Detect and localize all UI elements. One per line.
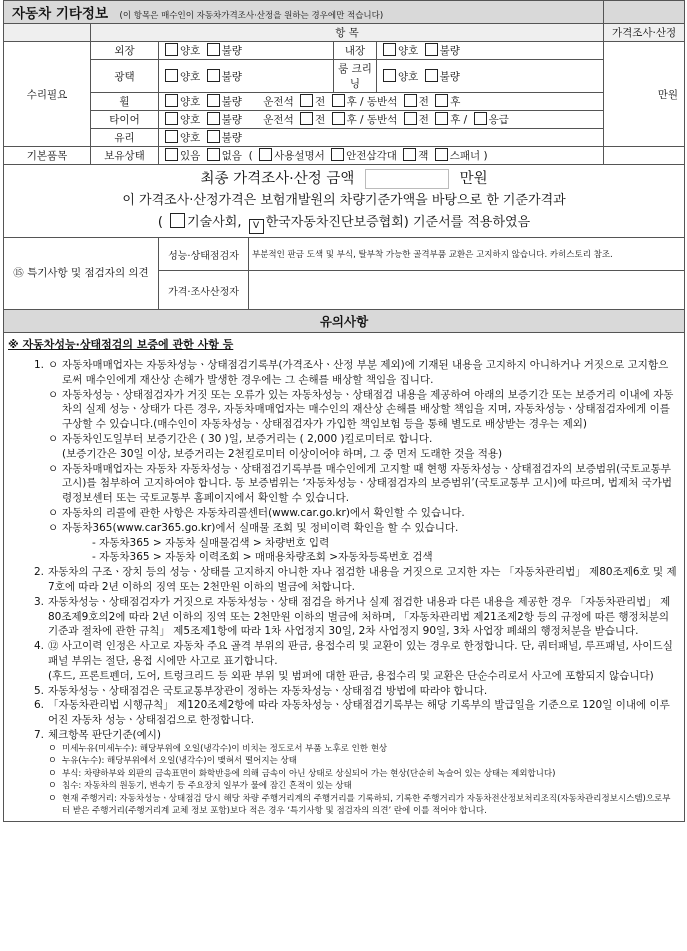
basic-none-checkbox[interactable] bbox=[207, 148, 220, 161]
notice-item-3 bbox=[34, 595, 678, 639]
bullet-icon: ㅇ bbox=[48, 768, 57, 779]
tire-passenger-front-checkbox[interactable] bbox=[404, 112, 417, 125]
room-cleaning-bad-label: 불량 bbox=[439, 70, 460, 83]
notice-item-1 bbox=[34, 358, 678, 565]
final-price-label: 최종 가격조사·산정 금액 bbox=[200, 171, 355, 187]
exterior-good-label: 양호 bbox=[180, 45, 201, 57]
exterior-good-checkbox[interactable] bbox=[165, 43, 178, 56]
car365-path-2: - 자동차365 > 자동차 이력조회 > 매매용차량조회 >자동차등록번호 검색 bbox=[92, 551, 433, 564]
final-price-input[interactable] bbox=[365, 169, 449, 189]
triangle-label: 안전삼각대 bbox=[346, 150, 397, 162]
section-title: 자동차 기타정보 bbox=[12, 6, 108, 22]
notice-item-1-num: 1. bbox=[34, 359, 45, 371]
glass-good-checkbox[interactable] bbox=[165, 130, 178, 143]
tire-driver-label: 운전석 bbox=[263, 114, 294, 126]
final-price-line1: 이 가격조사·산정가격은 보험개발원의 차량기준가액을 바탕으로 한 기준가격과 bbox=[122, 193, 566, 208]
wheel-driver-rear-checkbox[interactable] bbox=[332, 94, 345, 107]
inspector-opinion[interactable]: 부분적인 판금 도색 및 부식, 탈부착 가능한 골격부품 교환은 고지하지 않습니다. 카히스토리 참조. bbox=[249, 238, 685, 271]
polish-label: 광택 bbox=[91, 60, 159, 93]
wheel-driver-front-label: 전 bbox=[315, 96, 326, 108]
bullet-icon: ㅇ bbox=[48, 462, 59, 475]
vehicle-other-info-page bbox=[3, 0, 684, 822]
notice-item-3-num: 3. bbox=[34, 595, 45, 608]
wheel-bad-label: 불량 bbox=[221, 96, 242, 108]
notice-item-6-num: 6. bbox=[34, 699, 45, 712]
appraiser-label: 가격·조사산정자 bbox=[159, 271, 249, 310]
basic-paren-open: ( bbox=[248, 150, 253, 162]
wheel-driver-label: 운전석 bbox=[263, 96, 294, 108]
engineer-society-label: 기술사회, bbox=[187, 215, 242, 230]
final-price-unit: 만원 bbox=[459, 171, 488, 187]
room-cleaning-label: 룸 크리닝 bbox=[334, 60, 377, 93]
glass-bad-label: 불량 bbox=[221, 132, 242, 144]
tire-good-label: 양호 bbox=[180, 114, 201, 126]
tire-passenger-front-label: 전 bbox=[418, 114, 429, 126]
manual-checkbox[interactable] bbox=[259, 148, 272, 161]
wheel-passenger-rear-checkbox[interactable] bbox=[435, 94, 448, 107]
interior-label: 내장 bbox=[334, 42, 377, 60]
wheel-bad-checkbox[interactable] bbox=[207, 94, 220, 107]
exterior-label: 외장 bbox=[91, 42, 159, 60]
jack-checkbox[interactable] bbox=[403, 148, 416, 161]
bullet-icon: ㅇ bbox=[48, 756, 57, 767]
criteria-4: 침수: 자동차의 원동기, 변속기 등 주요장치 일부가 물에 잠긴 흔적이 있는 상태 bbox=[62, 781, 352, 792]
wheel-good-label: 양호 bbox=[180, 96, 201, 108]
exterior-bad-label: 불량 bbox=[221, 45, 242, 57]
wheel-driver-front-checkbox[interactable] bbox=[300, 94, 313, 107]
interior-good-label: 양호 bbox=[398, 45, 419, 57]
notice-1-bullet-3-note: (보증기간은 30일 이상, 보증거리는 2천킬로미터 이상이어야 하며, 그 중 먼저 도래한 것을 적용) bbox=[62, 447, 503, 460]
other-info-table bbox=[3, 0, 685, 822]
tire-driver-rear-checkbox[interactable] bbox=[332, 112, 345, 125]
wheel-driver-rear-label: 후 / 동반석 bbox=[346, 96, 398, 108]
tire-driver-front-checkbox[interactable] bbox=[300, 112, 313, 125]
tire-good-checkbox[interactable] bbox=[165, 112, 178, 125]
basic-items-label: 기본품목 bbox=[4, 147, 91, 165]
criteria-3: 부식: 차량하부와 외판의 금속표면이 화학반응에 의해 금속이 아닌 상태로 상실되어 가는 현상(단순히 녹슬어 있는 상태는 제외합니다) bbox=[62, 768, 556, 779]
notice-1-bullet-6: 자동차365(www.car365.go.kr)에서 실매물 조회 및 정비이력 확인을 할 수 있습니다. bbox=[62, 521, 459, 534]
tire-passenger-rear-checkbox[interactable] bbox=[435, 112, 448, 125]
interior-bad-label: 불량 bbox=[439, 45, 460, 57]
tire-bad-label: 불량 bbox=[221, 114, 242, 126]
notice-item-2-text: 자동차의 구조ㆍ장치 등의 성능ㆍ상태를 고지하지 아니한 자나 점검한 내용을 거짓으로 고지한 자는 「자동차관리법」 제80조제6호 및 제7호에 따라 2년 이하의 징역 또는 2천만원 이하의 벌금에 처합니다. bbox=[48, 566, 677, 593]
jack-label: 잭 bbox=[418, 150, 429, 162]
polish-good-checkbox[interactable] bbox=[165, 69, 178, 82]
notice-item-4-num: 4. bbox=[34, 640, 45, 653]
glass-label: 유리 bbox=[91, 129, 159, 147]
engineer-society-checkbox[interactable] bbox=[170, 213, 185, 228]
spanner-label: 스패너 ) bbox=[449, 150, 488, 162]
repair-price-cell[interactable] bbox=[604, 42, 685, 147]
bullet-icon: ㅇ bbox=[48, 506, 59, 519]
car365-path-1: - 자동차365 > 자동차 실매물검색 > 차량번호 입력 bbox=[92, 536, 330, 549]
tire-passenger-rear-label: 후 / bbox=[450, 114, 468, 126]
final-paren-open: ( bbox=[157, 215, 163, 230]
notice-1-bullet-5: 자동차의 리콜에 관한 사항은 자동차리콜센터(www.car.go.kr)에서 확인할 수 있습니다. bbox=[62, 506, 465, 519]
bullet-icon: ㅇ bbox=[48, 781, 57, 792]
notice-section-title: ※ 자동차성능·상태점검의 보증에 관한 사항 등 bbox=[8, 338, 234, 351]
notice-item-7-num: 7. bbox=[34, 728, 45, 741]
notice-item-7 bbox=[34, 728, 678, 818]
notice-item-6-text: 「자동차관리법 시행규칙」 제120조제2항에 따라 자동차성능ㆍ상태점검기록부는 해당 기록부의 발급일을 기준으로 120일 이내에 이루어진 자동차 성능ㆍ상태점검으로 한정합니다. bbox=[48, 699, 670, 727]
basic-none-label: 없음 bbox=[221, 150, 242, 162]
room-cleaning-good-label: 양호 bbox=[398, 70, 419, 83]
tire-label: 타이어 bbox=[91, 111, 159, 129]
bullet-icon: ㅇ bbox=[48, 388, 59, 401]
wheel-passenger-rear-label: 후 bbox=[450, 96, 461, 108]
special-notes-label: ⑮ 특기사항 및 점검자의 의견 bbox=[4, 238, 159, 310]
tire-driver-rear-label: 후 / 동반석 bbox=[346, 114, 398, 126]
notice-item-2 bbox=[34, 565, 678, 595]
criteria-5: 현재 주행거리: 자동차성능ㆍ상태점검 당시 해당 차량 주행거리계의 주행거리를 기록하되, 기록한 주행거리가 자동차전산정보처리조직(자동차관리정보시스템)으로부터 받은 주행거리(주행거리계 교체 정보 포함)보다 적은 경우 ‘특기사항 및 점검자의 의견’ 란에 이를 적어야 합니다. bbox=[62, 793, 671, 817]
notice-item-4 bbox=[34, 639, 678, 683]
tire-emergency-label: 응급 bbox=[488, 114, 509, 126]
criteria-2: 누유(누수): 해당부위에서 오일(냉각수)이 맺혀서 떨어지는 상태 bbox=[62, 756, 297, 767]
room-cleaning-bad-checkbox[interactable] bbox=[425, 69, 438, 82]
notice-1-bullet-3: 자동차인도일부터 보증기간은 ( 30 )일, 보증거리는 ( 2,000 )킬로미터로 합니다. bbox=[62, 432, 433, 445]
basic-has-checkbox[interactable] bbox=[165, 148, 178, 161]
tire-bad-checkbox[interactable] bbox=[207, 112, 220, 125]
glass-bad-checkbox[interactable] bbox=[207, 130, 220, 143]
bullet-icon: ㅇ bbox=[48, 793, 57, 804]
appraiser-opinion[interactable] bbox=[249, 271, 685, 310]
manual-label: 사용설명서 bbox=[274, 150, 325, 162]
notice-1-bullet-1: 자동차매매업자는 자동차성능ㆍ상태점검기록부(가격조사ㆍ산정 부분 제외)에 기재된 내용을 고지하지 아니하거나 거짓으로 고지함으로써 매수인에게 재산상 손해가 발생한 경우에는 그 손해를 배상할 책임을 집니다. bbox=[62, 359, 669, 386]
final-price-block bbox=[4, 165, 685, 238]
wheel-label: 휠 bbox=[91, 93, 159, 111]
bullet-icon: ㅇ bbox=[48, 521, 59, 534]
polish-good-label: 양호 bbox=[180, 70, 201, 83]
bullet-icon: ㅇ bbox=[48, 359, 59, 371]
notice-1-bullet-2: 자동차성능ㆍ상태점검자가 거짓 또는 오류가 있는 자동차성능ㆍ상태점검 내용을 제공하여 아래의 보증기간 또는 보증거리 이내에 자동차의 실제 성능ㆍ상태가 다른 경우, 자동차매매업자는 매수인의 재산상 손해를 배상할 책임을 지며, 자동차성능ㆍ상태점검자에게 이를 구상할 수 있습니다.(매수인이 자동차성능ㆍ상태점검자가 가입한 책임보험 등을 통해 별도로 배상받는 경우는 제외) bbox=[62, 388, 674, 431]
spanner-checkbox[interactable] bbox=[435, 148, 448, 161]
bullet-icon: ㅇ bbox=[48, 432, 59, 445]
room-cleaning-good-checkbox[interactable] bbox=[383, 69, 396, 82]
notice-item-5-num: 5. bbox=[34, 684, 45, 697]
final-price-line2-end: 기준서를 적용하였음 bbox=[412, 215, 531, 230]
section-header bbox=[4, 1, 604, 24]
glass-good-label: 양호 bbox=[180, 132, 201, 144]
item-column-header: 항 목 bbox=[91, 24, 604, 42]
basic-status-label: 보유상태 bbox=[91, 147, 159, 165]
notice-item-5-text: 자동차성능ㆍ상태점검은 국토교통부장관이 정하는 자동차성능ㆍ상태점검 방법에 따라야 합니다. bbox=[48, 684, 488, 697]
interior-good-checkbox[interactable] bbox=[383, 43, 396, 56]
repair-label: 수리필요 bbox=[4, 42, 91, 147]
wheel-passenger-front-label: 전 bbox=[418, 96, 429, 108]
notice-item-5 bbox=[34, 684, 678, 699]
tire-emergency-checkbox[interactable] bbox=[474, 112, 487, 125]
notice-title: 유의사항 bbox=[4, 310, 685, 333]
wheel-good-checkbox[interactable] bbox=[165, 94, 178, 107]
tire-driver-front-label: 전 bbox=[315, 114, 326, 126]
notice-item-4-text: ⑫ 사고이력 인정은 사고로 자동차 주요 골격 부위의 판금, 용접수리 및 교환이 있는 경우로 한정합니다. 단, 쿼터패널, 루프패널, 사이드실패널 부위는 절단, 용접 시에만 사고로 표기합니다. bbox=[48, 640, 673, 667]
interior-bad-checkbox[interactable] bbox=[425, 43, 438, 56]
repair-price-unit: 만원 bbox=[657, 88, 679, 101]
notice-item-7-text: 체크항목 판단기준(예시) bbox=[48, 728, 161, 741]
criteria-1: 미세누유(미세누수): 해당부위에 오일(냉각수)이 비치는 정도로서 부품 노후로 인한 현상 bbox=[62, 743, 388, 754]
bullet-icon: ㅇ bbox=[48, 743, 57, 754]
notice-item-4-note: (후드, 프론트펜더, 도어, 트렁크리드 등 외판 부위 및 범퍼에 대한 판금, 용접수리 및 교환은 단순수리로서 사고에 포함되지 않습니다) bbox=[48, 669, 654, 682]
kadwa-label: 한국자동차진단보증협회) bbox=[265, 215, 409, 230]
notice-1-bullet-4: 자동차매매업자는 자동차 자동차성능ㆍ상태점검기록부를 매수인에게 고지할 때 현행 자동차성능ㆍ상태점검자의 보증범위(국토교통부 고시)를 첨부하여 고지하여야 합니다. 동 보증범위는 ‘자동차성능ㆍ상태점검자의 보증범위’(국토교통부 고시)에 따르며, 법제처 국가법령정보센터 또는 국토교통부 홈페이지에서 확인할 수 있습니다. bbox=[62, 462, 673, 505]
section-note: (이 항목은 매수인이 자동차가격조사·산정을 원하는 경우에만 적습니다) bbox=[119, 11, 384, 21]
inspector-label: 성능·상태점검자 bbox=[159, 238, 249, 271]
notice-item-6 bbox=[34, 698, 678, 728]
kadwa-checkbox[interactable] bbox=[249, 219, 264, 234]
triangle-checkbox[interactable] bbox=[331, 148, 344, 161]
notice-item-2-num: 2. bbox=[34, 566, 45, 579]
exterior-bad-checkbox[interactable] bbox=[207, 43, 220, 56]
wheel-passenger-front-checkbox[interactable] bbox=[404, 94, 417, 107]
price-column-header: 가격조사·산정 bbox=[604, 24, 685, 42]
notice-body bbox=[4, 333, 685, 822]
basic-has-label: 있음 bbox=[180, 150, 201, 162]
polish-bad-checkbox[interactable] bbox=[207, 69, 220, 82]
polish-bad-label: 불량 bbox=[221, 70, 242, 83]
notice-item-3-text: 자동차성능ㆍ상태점검자가 거짓으로 자동차성능ㆍ상태 점검을 하거나 실제 점검한 내용과 다른 내용을 제공한 경우 「자동차관리법」 제80조제9호의2에 따라 2년 이하의 징역 또는 2천만원 이하의 벌금에 처하며, 「자동차관리법 제21조제2항 등의 규정에 따른 행정처분의 기준과 절차에 관한 규칙」 제5조제1항에 따라 1차 사업정지 30일, 2차 사업정지 90일, 3차 사업장 폐쇄의 행정처분을 받습니다. bbox=[48, 595, 671, 638]
